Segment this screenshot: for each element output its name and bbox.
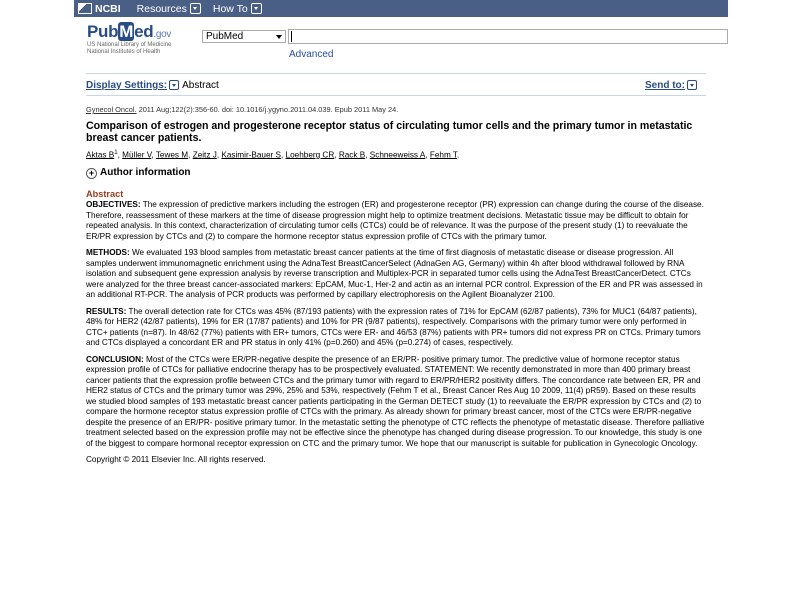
resources-menu[interactable] xyxy=(137,3,201,15)
howto-label: How To xyxy=(212,2,248,15)
section-text: The expression of predictive markers including the estrogen (ER) and progesterone receptor (PR) expression can change during the course of the disease. Therefore, reassessment of these markers at the time of disease progression might help to optimize treatment decisions. Metastatic tissue may be difficult to obtain for repeated analysis. In this context, characterization of circulating tumor cells (CTCs) could be of relevance. It was the purpose of the present study (1) to reevaluate the ER/PR expression by CTCs and (2) to compare the hormone receptor status expression profile of CTCs with the primary tumor. xyxy=(86,200,704,241)
author-list: Aktas $B^1$, Müller V, Tewes M, Zeitz J, Kasimir-Bauer S, Loehberg CR, Rack B, Schneeweiss A, Fehm T. xyxy=(86,149,460,160)
advanced-link[interactable]: Advanced xyxy=(289,49,334,60)
resources-label: Resources xyxy=(136,2,187,15)
divider xyxy=(86,95,706,96)
howto-menu[interactable] xyxy=(213,3,262,15)
author-link[interactable]: Rack B xyxy=(338,150,366,160)
search-input[interactable] xyxy=(288,29,728,44)
ncbi-top-bar xyxy=(74,0,728,17)
author-link[interactable]: Müller V xyxy=(122,150,152,160)
abstract-section xyxy=(86,248,706,301)
section-label: METHODS: xyxy=(86,248,130,258)
author-link[interactable]: Tewes M xyxy=(155,150,189,160)
dropdown-arrow-icon xyxy=(276,35,282,39)
pubmed-logo[interactable] xyxy=(87,22,171,56)
brand-gov: .gov xyxy=(153,29,172,40)
nih-label: National Institutes of Health xyxy=(87,49,161,55)
pubmed-brand xyxy=(87,22,171,42)
display-settings-link[interactable]: Display Settings: xyxy=(86,80,168,91)
section-text: We evaluated 193 blood samples from metastatic breast cancer patients at the time of first diagnosis of metastatic disease or disease progression. All samples underwent immunomagnetic enrichment using the AdnaTest BreastCancerSelect (AdnaGen AG, Germany) within 4h after blood withdrawal followed by RNA isolation and subsequent gene expression analysis by reverse transcription and Multiplex-PCR in separated tumor cells using the AdnaTest BreastCancerDetect. CTCs were analyzed for the three breast cancer-associated markers: EpCAM, Muc-1, Her-2 and actin as an internal PCR control. Expression of the ER and PR was assessed in an additional RT-PCR. The analysis of PCR products was performed by capillary electrophoresis on the Agilent Bioanalyzer 2100. xyxy=(86,248,703,300)
database-value: PubMed xyxy=(206,31,244,42)
send-to-menu[interactable] xyxy=(645,80,700,91)
affiliation-marker[interactable]: 1 xyxy=(114,149,118,156)
display-settings-bar xyxy=(86,80,700,91)
ncbi-logo-text: NCBI xyxy=(95,2,121,15)
section-text: The overall detection rate for CTCs was 45% (87/193 patients) with the expression rates of 71% for EpCAM (62/87 patients), 73% for MUC1 (64/87 patients), 48% for HER2 (42/87 patients), 19% for ER (17/87 patients) and 10% for PR (9/87 patients), respectively. Comparisons with the primary tumor were only performed in CTC+ patients (n=87). In 48/62 (77%) patients with ER+ tumors, CTCs were ER- and 46/53 (87%) patients with PR+ tumors did not express PR on CTCs. Primary tumors and CTCs displayed a concordant ER and PR status in only 41% (p=0.260) and 45% (p=0.274) of cases, respectively. xyxy=(86,306,701,348)
brand-ed: ed xyxy=(134,22,154,41)
abstract-section xyxy=(86,355,706,450)
abstract-section xyxy=(86,200,706,242)
copyright: Copyright © 2011 Elsevier Inc. All rights reserved. xyxy=(86,455,266,465)
author-information-label: Author information xyxy=(100,166,191,178)
chevron-down-icon[interactable] xyxy=(169,80,179,90)
author-link[interactable]: Fehm T xyxy=(429,150,458,160)
author-information-toggle[interactable] xyxy=(86,168,706,179)
text-cursor xyxy=(291,31,292,42)
article-title: Comparison of estrogen and progesterone receptor status of circulating tumor cells and the primary tumor in metastatic breast cancer patients. xyxy=(86,119,693,144)
abstract-heading: Abstract xyxy=(86,188,124,199)
section-label: OBJECTIVES: xyxy=(86,200,141,210)
ncbi-logo-icon xyxy=(78,3,92,14)
ncbi-logo[interactable] xyxy=(78,3,121,15)
author-link[interactable]: Aktas B xyxy=(86,150,115,160)
chevron-down-icon xyxy=(190,3,201,14)
citation xyxy=(86,105,706,116)
author-link[interactable]: Schneeweiss A xyxy=(369,150,426,160)
author-link[interactable]: Loehberg CR xyxy=(285,150,335,160)
section-text: Most of the CTCs were ER/PR-negative despite the presence of an ER/PR- positive primary tumor. The predictive value of hormone receptor status expression profile of CTCs for palliative endocrine therapy has to be prospectively evaluated. STATEMENT: We recently demonstrated in more than 400 primary breast cancer patients that the expression profile between CTCs and the primary tumor with regard to ER/PR/HER2 positivity differs. The concordance rate between ER, PR and HER2 status of CTCs and the primary tumor was 29%, 25% and 53%, respectively (Fehm T et al., Breast Cancer Res Aug 10 2009, 11(4) pR59). Based on these results we studied blood samples of 193 metastatic breast cancer patients participating in the German DETECT study (1) to reevaluate the ER/PR expression by CTCs and (2) to compare the hormone receptor status expression profile of CTCs with the primary. As already shown for primary breast cancer, most of the CTCs were ER/PR-negative despite the presence of an ER/PR- positive primary tumor. In the metastatic setting the phenotype of CTC reflects the phenotype of metastatic disease. Therefore palliative treatment selected based on the expression profile may not be effective since the phenotype has changed during disease progression. To our knowledge, this study is one of the biggest to compare hormonal receptor expression on CTC and the primary tumor. We hope that our manuscript is suitable for publication in Gynecologic Oncology. xyxy=(86,354,705,448)
brand-m: M xyxy=(119,22,134,41)
nlm-label: US National Library of Medicine xyxy=(87,42,172,48)
section-label: CONCLUSION: xyxy=(86,354,144,364)
abstract-body xyxy=(86,200,706,449)
article-content xyxy=(86,105,706,466)
brand-pub: Pub xyxy=(87,22,119,41)
display-value: Abstract xyxy=(182,80,219,91)
send-to-label: Send to: xyxy=(645,80,685,91)
database-select[interactable] xyxy=(202,30,286,43)
citation-details: 2011 Aug;122(2):356-60. doi: 10.1016/j.ygyno.2011.04.039. Epub 2011 May 24. xyxy=(136,105,399,114)
section-label: RESULTS: xyxy=(86,306,127,316)
expand-plus-icon: + xyxy=(86,168,97,179)
journal-link[interactable]: Gynecol Oncol. xyxy=(86,105,137,114)
divider xyxy=(86,73,706,74)
chevron-down-icon xyxy=(687,80,697,90)
author-link[interactable]: Zeitz J xyxy=(192,150,217,160)
author-link[interactable]: Kasimir-Bauer S xyxy=(221,150,281,160)
search-header xyxy=(86,20,728,70)
abstract-section xyxy=(86,307,706,349)
chevron-down-icon xyxy=(251,3,262,14)
